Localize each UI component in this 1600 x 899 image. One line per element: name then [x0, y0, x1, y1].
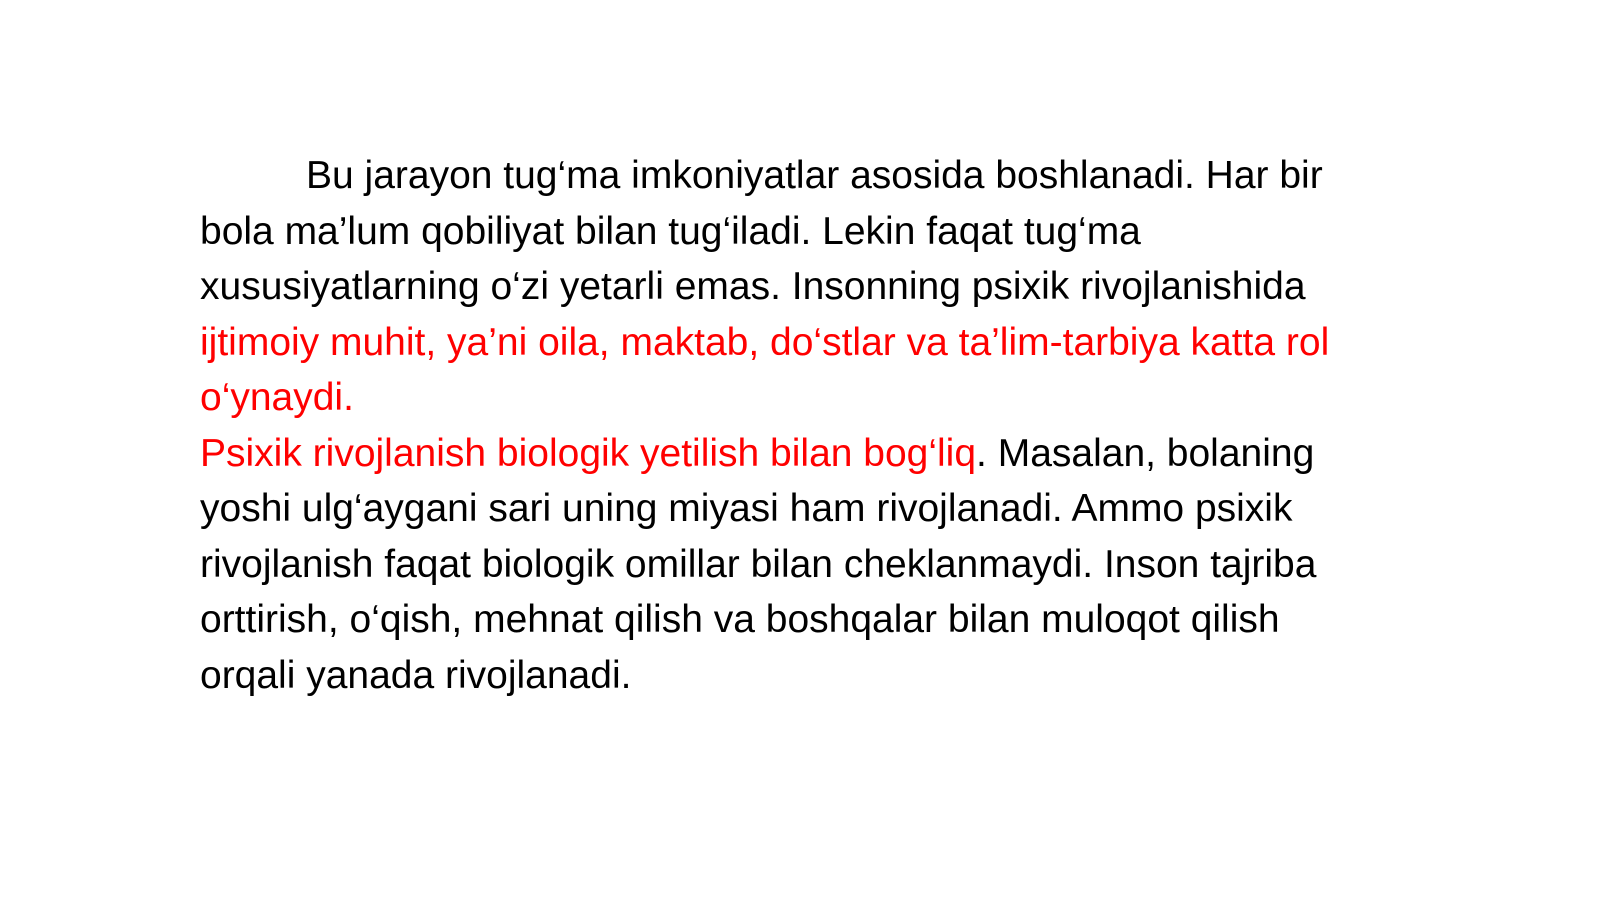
paragraph-2	[200, 426, 1370, 704]
slide-text-block	[200, 148, 1370, 703]
paragraph-2-text: . Masalan, bolaning yoshi ulg‘aygani sari uning miyasi ham rivojlanadi. Ammo psixik rivojlanish faqat biologik omillar bilan cheklanmaydi. Inson tajriba orttirish, o‘qish, mehnat qilish va boshqalar bilan muloqot qilish orqali yanada rivojlanadi.	[200, 431, 1317, 697]
paragraph-1-text: Bu jarayon tug‘ma imkoniyatlar asosida boshlanadi. Har bir bola ma’lum qobiliyat bilan tug‘iladi. Lekin faqat tug‘ma xususiyatlarning o‘zi yetarli emas. Insonning psixik rivojlanishida	[200, 154, 1323, 308]
paragraph-2-highlight: Psixik rivojlanish biologik yetilish bilan bog‘liq	[200, 431, 977, 475]
paragraph-1-highlight: ijtimoiy muhit, ya’ni oila, maktab, do‘stlar va ta’lim-tarbiya katta rol o‘ynaydi.	[200, 320, 1330, 419]
paragraph-1	[200, 148, 1370, 426]
